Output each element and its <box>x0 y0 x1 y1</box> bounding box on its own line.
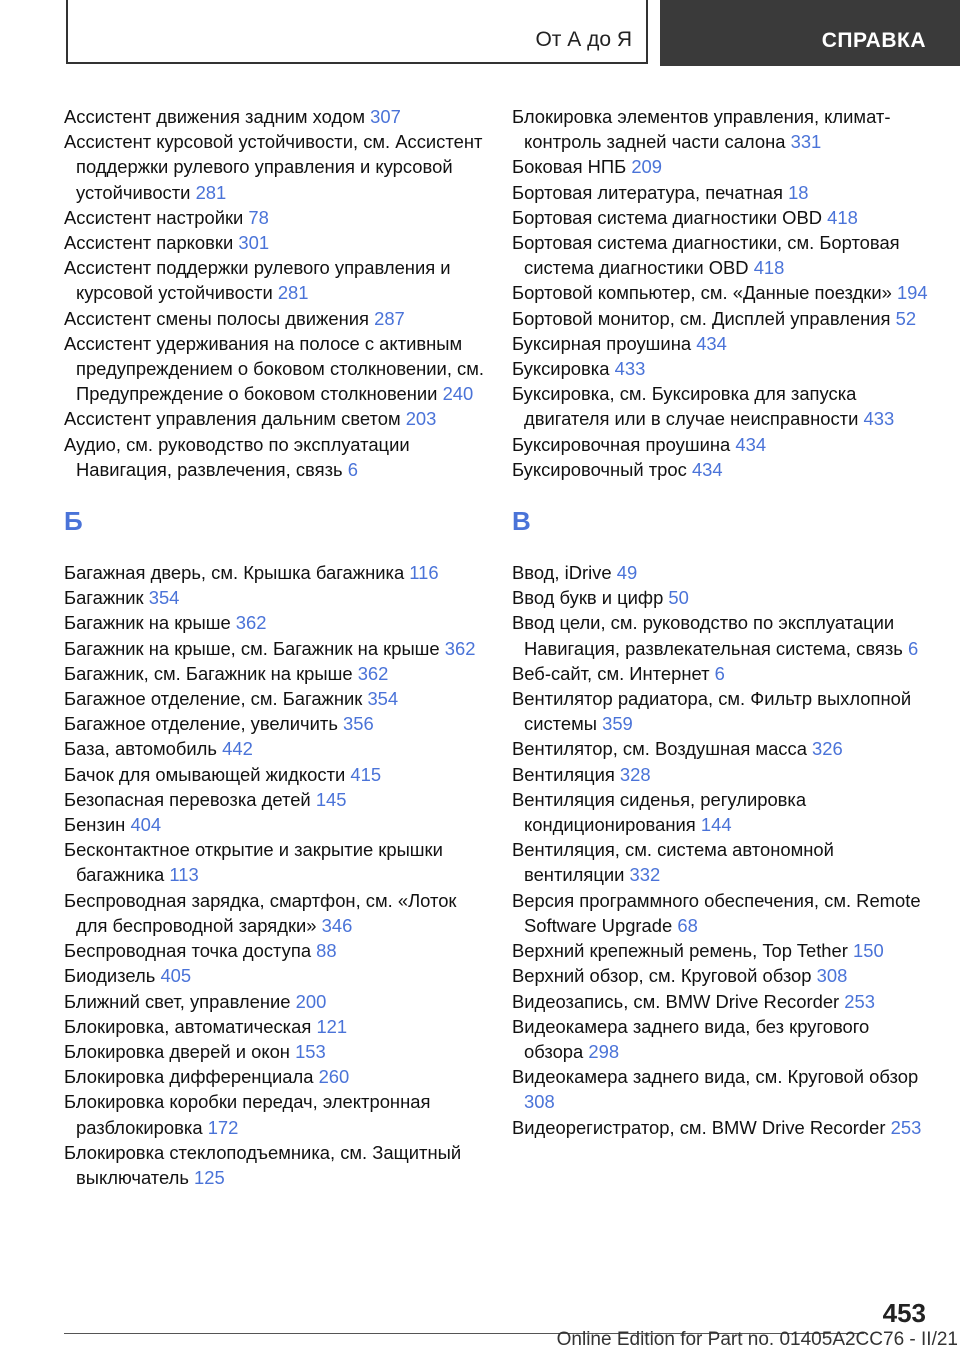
index-group-b-continued <box>512 104 932 482</box>
index-entry-page-link[interactable]: 442 <box>222 738 253 760</box>
index-entry <box>512 610 932 660</box>
index-entry <box>64 432 489 482</box>
index-entry-page-link[interactable]: 356 <box>343 713 374 735</box>
index-entry <box>64 1089 489 1139</box>
index-entry <box>512 1115 932 1140</box>
index-entry-term: Ассистент управления дальним светом <box>64 408 406 430</box>
index-entry-term: Блокировка дифференциала <box>64 1066 319 1088</box>
index-entry <box>64 205 489 230</box>
index-entry <box>64 787 489 812</box>
index-entry-page-link[interactable]: 359 <box>602 713 633 735</box>
index-entry <box>64 812 489 837</box>
index-entry <box>64 230 489 255</box>
index-entry-term: Багажник на крыше <box>64 612 236 634</box>
index-entry <box>512 736 932 761</box>
index-entry-page-link[interactable]: 434 <box>691 458 723 480</box>
index-entry-page-link[interactable]: 281 <box>277 282 309 304</box>
index-entry <box>512 230 932 280</box>
index-entry <box>64 1140 489 1190</box>
index-entry <box>512 280 932 305</box>
index-entry <box>512 661 932 686</box>
index-entry-page-link[interactable]: 326 <box>812 738 843 760</box>
index-entry-term: Бортовая литература, печатная <box>512 181 789 203</box>
index-entry-page-link[interactable]: 116 <box>409 562 439 584</box>
index-entry <box>512 331 932 356</box>
index-group-a <box>64 104 489 482</box>
index-entry-term: Ассистент движения задним ходом <box>64 106 371 127</box>
index-entry-page-link[interactable]: 362 <box>235 612 267 634</box>
index-entry-term: Бортовой монитор, см. Дисплей управления <box>512 307 896 329</box>
index-entry <box>512 837 932 887</box>
index-entry-page-link[interactable]: 331 <box>790 131 822 153</box>
index-entry-page-link[interactable]: 200 <box>295 990 327 1012</box>
index-entry-term: Бесконтактное открытие и закрытие крышки багажника <box>64 839 443 886</box>
chapter-tab-reference <box>660 0 960 66</box>
index-group-v <box>512 560 932 1140</box>
index-entry-page-link[interactable]: 354 <box>148 587 180 609</box>
index-entry <box>512 989 932 1014</box>
index-entry-term: Бортовая система диагностики OBD <box>512 206 828 228</box>
index-entry <box>512 787 932 837</box>
index-entry-page-link[interactable]: 145 <box>315 788 347 810</box>
index-entry <box>512 306 932 331</box>
index-entry-term: Вентилятор радиатора, см. Фильтр выхлопной системы <box>512 688 912 735</box>
index-entry <box>512 585 932 610</box>
index-entry <box>64 1039 489 1064</box>
index-entry-page-link[interactable]: 405 <box>160 965 192 987</box>
index-entry-term: Блокировка элементов управления, климат-контроль задней части салона <box>512 106 891 153</box>
index-entry-page-link[interactable]: 172 <box>207 1116 239 1138</box>
index-entry-term: Багажник, см. Багажник на крыше <box>64 662 358 684</box>
index-entry <box>64 104 489 129</box>
index-entry <box>64 989 489 1014</box>
index-entry-term: Аудио, см. руководство по эксплуатации Навигация, развлечения, связь <box>64 433 410 480</box>
index-entry-term: Ассистент курсовой устойчивости, см. Ассистент поддержки рулевого управления и курсовой устойчивости <box>64 131 483 203</box>
index-entry-page-link[interactable]: 144 <box>700 814 732 836</box>
index-entry-term: Ввод букв и цифр <box>512 587 669 609</box>
index-entry <box>64 963 489 988</box>
index-entry-page-link[interactable]: 298 <box>588 1040 620 1062</box>
index-entry <box>64 560 489 585</box>
index-entry-page-link[interactable]: 328 <box>619 763 651 785</box>
index-entry-page-link[interactable]: 6 <box>347 458 358 480</box>
index-entry-page-link[interactable]: 434 <box>735 433 767 455</box>
index-entry-page-link[interactable]: 418 <box>753 257 785 279</box>
index-entry <box>512 432 932 457</box>
index-entry-page-link[interactable]: 433 <box>863 408 895 430</box>
index-entry-page-link[interactable]: 362 <box>357 662 389 684</box>
index-entry <box>512 104 932 154</box>
index-group-b <box>64 560 489 1190</box>
index-entry-term: Видеокамера заднего вида, без кругового обзора <box>512 1015 870 1062</box>
index-entry-term: Боковая НПБ <box>512 156 632 178</box>
index-entry-term: Ассистент парковки <box>64 232 239 254</box>
index-entry <box>64 711 489 736</box>
index-entry-page-link[interactable]: 418 <box>827 206 858 228</box>
index-entry-page-link[interactable]: 308 <box>816 965 848 987</box>
index-entry-page-link[interactable]: 203 <box>405 408 437 430</box>
section-tab-label: От А до Я <box>535 28 632 51</box>
index-entry <box>64 585 489 610</box>
index-entry-page-link[interactable]: 260 <box>318 1066 350 1088</box>
index-letter-v: В <box>512 506 531 537</box>
index-entry-page-link[interactable]: 6 <box>907 637 919 659</box>
index-column-right <box>512 104 932 1140</box>
index-entry-page-link[interactable]: 153 <box>295 1040 326 1062</box>
index-entry-page-link[interactable]: 6 <box>714 662 725 684</box>
index-entry-term: Блокировка дверей и окон <box>64 1040 296 1062</box>
index-entry-page-link[interactable]: 194 <box>896 282 928 304</box>
index-entry-term: Ассистент смены полосы движения <box>64 307 375 329</box>
index-entry <box>64 1064 489 1089</box>
index-entry-term: Видеорегистратор, см. BMW Drive Recorder <box>512 1116 891 1138</box>
index-entry-page-link[interactable]: 88 <box>316 940 337 962</box>
index-entry <box>64 888 489 938</box>
index-column-left <box>64 104 489 1190</box>
index-entry <box>64 762 489 787</box>
index-entry <box>64 610 489 635</box>
index-entry-term: Багажное отделение, увеличить <box>64 713 344 735</box>
index-entry-term: Верхний обзор, см. Круговой обзор <box>512 965 817 987</box>
index-entry-term: Буксировочный трос <box>512 458 692 480</box>
index-entry-page-link[interactable]: 125 <box>194 1166 225 1188</box>
index-entry-page-link[interactable]: 404 <box>130 814 162 836</box>
index-entry-term: Вентиляция <box>512 763 620 785</box>
index-entry-page-link[interactable]: 433 <box>614 358 646 380</box>
index-entry-page-link[interactable]: 209 <box>631 156 663 178</box>
index-entry-page-link[interactable]: 307 <box>370 106 401 127</box>
footer-edition: Online Edition for Part no. 01405A2CC76 - II/21 <box>556 1329 958 1350</box>
index-entry-term: Багажник <box>64 587 149 609</box>
index-entry-term: Видеозапись, см. BMW Drive Recorder <box>512 990 845 1012</box>
index-entry <box>512 762 932 787</box>
index-entry-term: Ввод, iDrive <box>512 562 617 584</box>
index-entry-page-link[interactable]: 308 <box>524 1091 555 1113</box>
index-entry <box>512 938 932 963</box>
index-entry <box>64 837 489 887</box>
index-entry <box>64 736 489 761</box>
index-entry-term: Ввод цели, см. руководство по эксплуатации Навигация, развлекательная система, связь <box>512 612 908 659</box>
index-entry-term: База, автомобиль <box>64 738 223 760</box>
index-entry-term: Багажник на крыше, см. Багажник на крыше <box>64 637 445 659</box>
index-entry <box>512 963 932 988</box>
index-entry-page-link[interactable]: 362 <box>444 637 476 659</box>
index-entry <box>512 686 932 736</box>
index-entry-page-link[interactable]: 434 <box>696 332 727 354</box>
index-entry <box>512 154 932 179</box>
index-entry <box>64 406 489 431</box>
index-entry-page-link[interactable]: 301 <box>238 232 270 254</box>
index-entry <box>64 306 489 331</box>
index-entry-page-link[interactable]: 415 <box>350 763 382 785</box>
index-entry <box>512 560 932 585</box>
index-letter-b: Б <box>64 506 83 537</box>
index-entry-page-link[interactable]: 150 <box>853 940 884 962</box>
index-entry-page-link[interactable]: 49 <box>616 562 638 584</box>
index-entry-term: Ассистент удерживания на полосе с активным предупреждением о боковом столкновении, см. Предупреждение о боковом столкновении <box>64 332 484 405</box>
page-header <box>0 0 960 66</box>
index-entry-term: Буксировка <box>512 358 615 380</box>
index-entry-term: Видеокамера заднего вида, см. Круговой обзор <box>512 1066 919 1088</box>
index-entry-term: Бортовая система диагностики, см. Бортовая система диагностики OBD <box>512 232 900 279</box>
index-entry <box>512 180 932 205</box>
index-entry <box>512 356 932 381</box>
chapter-tab-label: СПРАВКА <box>821 29 926 52</box>
index-entry <box>512 381 932 431</box>
index-entry-term: Буксировка, см. Буксировка для запуска двигателя или в случае неисправности <box>512 383 864 430</box>
index-entry-page-link[interactable]: 78 <box>248 206 269 228</box>
index-entry-term: Буксирная проушина <box>512 332 697 354</box>
index-entry-page-link[interactable]: 121 <box>316 1015 348 1037</box>
index-entry-term: Багажное отделение, см. Багажник <box>64 688 368 710</box>
index-entry-term: Буксировочная проушина <box>512 433 736 455</box>
index-entry-term: Ближний свет, управление <box>64 990 296 1012</box>
index-entry-term: Бортовой компьютер, см. «Данные поездки» <box>512 282 897 304</box>
index-entry-page-link[interactable]: 113 <box>169 864 199 886</box>
index-entry-term: Багажная дверь, см. Крышка багажника <box>64 562 410 584</box>
section-tab-a-to-z <box>66 0 648 64</box>
page-number: 453 <box>882 1298 926 1328</box>
index-entry-page-link[interactable]: 240 <box>442 383 474 405</box>
index-entry-term: Вентилятор, см. Воздушная масса <box>512 738 813 760</box>
index-entry-term: Ассистент настройки <box>64 206 249 228</box>
index-entry-page-link[interactable]: 52 <box>895 307 917 329</box>
index-entry-term: Верхний крепежный ремень, Top Tether <box>512 940 853 962</box>
index-entry-term: Блокировка, автоматическая <box>64 1015 317 1037</box>
index-entry-term: Веб-сайт, см. Интернет <box>512 662 715 684</box>
index-entry <box>512 888 932 938</box>
index-entry-term: Биодизель <box>64 965 161 987</box>
index-entry-term: Беспроводная зарядка, смартфон, см. «Лоток для беспроводной зарядки» <box>64 889 457 936</box>
index-entry <box>512 1064 932 1114</box>
index-entry-term: Блокировка коробки передач, электронная разблокировка <box>64 1091 431 1138</box>
index-entry <box>64 636 489 661</box>
index-entry <box>512 205 932 230</box>
index-entry <box>512 457 932 482</box>
index-entry-page-link[interactable]: 50 <box>668 587 689 609</box>
index-entry-page-link[interactable]: 253 <box>844 990 875 1012</box>
index-entry <box>64 686 489 711</box>
index-entry-page-link[interactable]: 253 <box>890 1116 922 1138</box>
index-entry <box>64 129 489 205</box>
index-entry-page-link[interactable]: 354 <box>367 688 399 710</box>
index-entry-page-link[interactable]: 68 <box>677 914 698 936</box>
index-entry-page-link[interactable]: 346 <box>321 914 353 936</box>
index-entry-term: Версия программного обеспечения, см. Remote Software Upgrade <box>512 889 921 936</box>
index-entry <box>64 331 489 407</box>
index-entry <box>64 938 489 963</box>
index-entry-term: Ассистент поддержки рулевого управления и курсовой устойчивости <box>64 257 451 304</box>
index-entry-term: Безопасная перевозка детей <box>64 788 316 810</box>
index-entry-page-link[interactable]: 281 <box>195 181 227 203</box>
index-entry-term: Вентиляция сиденья, регулировка кондиционирования <box>512 788 807 836</box>
index-entry <box>64 1014 489 1039</box>
index-entry <box>512 1014 932 1064</box>
index-entry-term: Беспроводная точка доступа <box>64 940 317 962</box>
index-entry-term: Вентиляция, см. система автономной вентиляции <box>512 839 834 886</box>
index-entry <box>64 255 489 305</box>
index-entry-page-link[interactable]: 332 <box>629 864 661 886</box>
index-entry-page-link[interactable]: 18 <box>788 181 809 203</box>
index-entry-term: Бачок для омывающей жидкости <box>64 763 351 785</box>
index-entry <box>64 661 489 686</box>
index-entry-page-link[interactable]: 287 <box>374 307 405 329</box>
index-entry-term: Блокировка стеклоподъемника, см. Защитный выключатель <box>64 1141 462 1188</box>
index-entry-term: Бензин <box>64 814 131 836</box>
